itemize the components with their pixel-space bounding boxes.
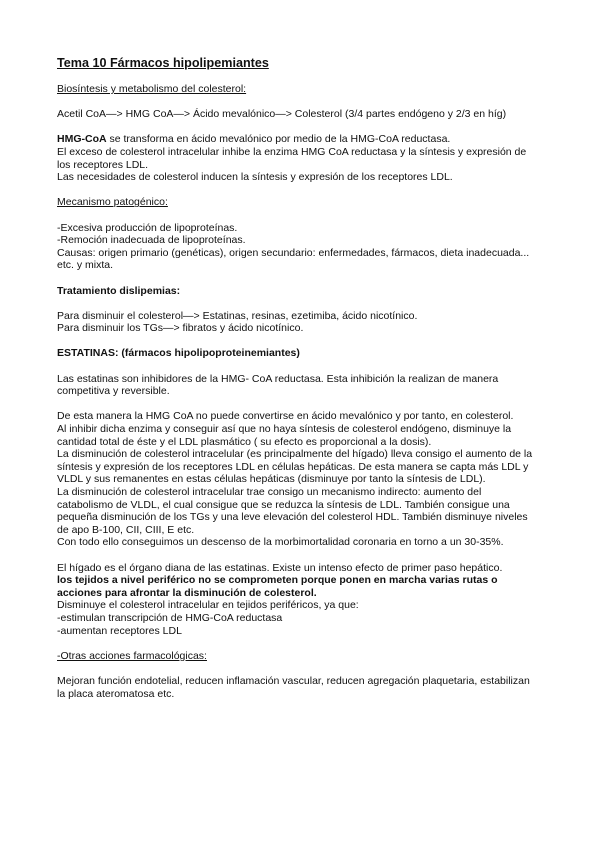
estatinas-p5: Con todo ello conseguimos un descenso de la morbimortalidad coronaria en torno a un 30-35%.: [57, 536, 504, 549]
tejidos-bold-text: los tejidos a nivel periférico no se comprometen porque ponen en marcha varias rutas o acciones para afrontar la disminución de colesterol.: [57, 574, 498, 599]
mecanismo-line2: -Remoción inadecuada de lipoproteínas.: [57, 234, 246, 247]
tratamiento-line1: Para disminuir el colesterol—> Estatinas, resinas, ezetimiba, ácido nicotínico.: [57, 309, 418, 322]
tratamiento-heading: Tratamiento dislipemias:: [57, 284, 181, 297]
otras-text: Mejoran función endotelial, reducen inflamación vascular, reducen agregación plaquetaria, estabilizan la placa ateromatosa etc.: [57, 674, 530, 700]
necesidades-text: Las necesidades de colesterol inducen la síntesis y expresión de los receptores LDL.: [57, 171, 453, 184]
estatinas-p4: La disminución de colesterol intracelular trae consigo un mecanismo indirecto: aumento del catabolismo de VLDL, el cual consigue que se reduzca la síntesis de LDL. También consigue una pequeña disminución de los TGs y una leve elevación del colesterol HDL. También disminuye niveles de apo B-100, CII, CIII, E etc.: [57, 486, 528, 536]
mecanismo-heading: Mecanismo patogénico:: [57, 196, 168, 209]
exceso-text: El exceso de colesterol intracelular inhibe la enzima HMG CoA reductasa y la síntesis y expresión de los receptores LDL.: [57, 145, 527, 171]
document-page: [57, 56, 535, 700]
estatinas-p3: La disminución de colesterol intracelular (es principalmente del hígado) lleva consigo el aumento de la síntesis y expresión de los receptores LDL en células hepáticas. De esta manera se capta más LDL y VLDL y sus remanentes en estas células hepáticas (disminuye por tanto la síntesis de LDL).: [57, 448, 533, 486]
mecanismo-line3: Causas: origen primario (genéticas), origen secundario: enfermedades, fármacos, dieta inadecuada... etc. y mixta.: [57, 246, 530, 272]
otras-heading: -Otras acciones farmacológicas:: [57, 649, 207, 662]
hmg-paragraph: [57, 133, 535, 146]
pathway-text: Acetil CoA—> HMG CoA—> Ácido mevalónico—> Colesterol (3/4 partes endógeno y 2/3 en híg): [57, 108, 507, 121]
estatinas-p2: Al inhibir dicha enzima y conseguir así que no haya síntesis de colesterol endógeno, disminuye la cantidad total de éste y el LDL plasmático ( su efecto es proporcional a la dosis).: [57, 423, 512, 448]
tratamiento-line2: Para disminuir los TGs—> fibratos y ácido nicotínico.: [57, 322, 304, 335]
higado-text: El hígado es el órgano diana de las estatinas. Existe un intenso efecto de primer paso hepático.: [57, 561, 503, 574]
estatinas-heading: ESTATINAS: (fármacos hipolipoproteinemiantes): [57, 347, 300, 360]
biosintesis-heading: Biosíntesis y metabolismo del colesterol:: [57, 83, 247, 95]
disminuye-text: Disminuye el colesterol intracelular en tejidos periféricos, ya que:: [57, 599, 359, 612]
hmg-rest: se transforma en ácido mevalónico por medio de la HMG-CoA reductasa.: [106, 133, 451, 146]
document-title: Tema 10 Fármacos hipolipemiantes: [57, 56, 269, 70]
bullet-hmg: -estimulan transcripción de HMG-CoA reductasa: [57, 611, 283, 624]
estatinas-intro: Las estatinas son inhibidores de la HMG- CoA reductasa. Esta inhibición la realizan de manera competitiva y reversible.: [57, 372, 499, 398]
hmg-bold: HMG-CoA: [57, 133, 107, 146]
mecanismo-line1: -Excesiva producción de lipoproteínas.: [57, 221, 238, 234]
estatinas-p1: De esta manera la HMG CoA no puede convertirse en ácido mevalónico y por tanto, en colesterol.: [57, 410, 514, 423]
bullet-ldl: -aumentan receptores LDL: [57, 624, 182, 637]
